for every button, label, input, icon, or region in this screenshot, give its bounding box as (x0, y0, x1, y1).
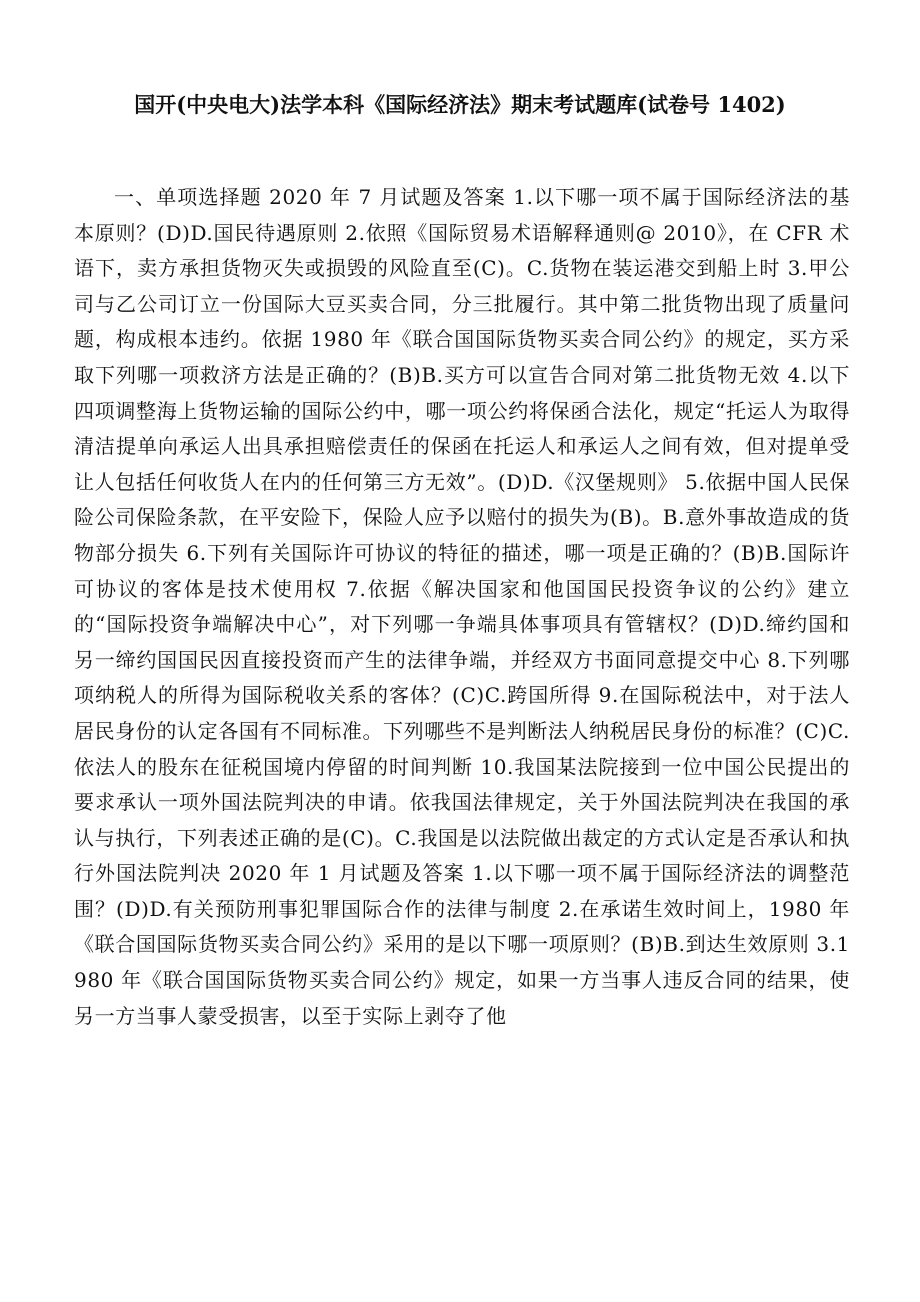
document-title: 国开(中央电大)法学本科《国际经济法》期末考试题库(试卷号 1402) (134, 92, 786, 117)
document-body-paragraph: 一、单项选择题 2020 年 7 月试题及答案 1.以下哪一项不属于国际经济法的基本原则？(D)D.国民待遇原则 2.依照《国际贸易术语解释通则@ 2010》，在 CFR 术语下，卖方承担货物灭失或损毁的风险直至(C)。C.货物在装运港交到船上时 3.甲公司与乙公司订立一份国际大豆买卖合同，分三批履行。其中第二批货物出现了质量问题，构成根本违约。依据 1980 年《联合国国际货物买卖合同公约》的规定，买方采取下列哪一项救济方法是正确的？(B)B.买方可以宣告合同对第二批货物无效 4.以下四项调整海上货物运输的国际公约中，哪一项公约将保函合法化，规定“托运人为取得清洁提单向承运人出具承担赔偿责任的保函在托运人和承运人之间有效，但对提单受让人包括任何收货人在内的任何第三方无效”。(D)D.《汉堡规则》 5.依据中国人民保险公司保险条款，在平安险下，保险人应予以赔付的损失为(B)。B.意外事故造成的货物部分损失 6.下列有关国际许可协议的特征的描述，哪一项是正确的？(B)B.国际许可协议的客体是技术使用权 7.依据《解决国家和他国国民投资争议的公约》建立的“国际投资争端解决中心”，对下列哪一争端具体事项具有管辖权？(D)D.缔约国和另一缔约国国民因直接投资而产生的法律争端，并经双方书面同意提交中心 8.下列哪项纳税人的所得为国际税收关系的客体？(C)C.跨国所得 9.在国际税法中，对于法人居民身份的认定各国有不同标准。下列哪些不是判断法人纳税居民身份的标准？(C)C.依法人的股东在征税国境内停留的时间判断 10.我国某法院接到一位中国公民提出的要求承认一项外国法院判决的申请。依我国法律规定，关于外国法院判决在我国的承认与执行，下列表述正确的是(C)。C.我国是以法院做出裁定的方式认定是否承认和执行外国法院判决 2020 年 1 月试题及答案 1.以下哪一项不属于国际经济法的调整范围？(D)D.有关预防刑事犯罪国际合作的法律与制度 2.在承诺生效时间上，1980 年《联合国国际货物买卖合同公约》采用的是以下哪一项原则？(B)B.到达生效原则 3.1980 年《联合国国际货物买卖合同公约》规定，如果一方当事人违反合同的结果，使另一方当事人蒙受损害，以至于实际上剥夺了他 (74, 185, 850, 1028)
